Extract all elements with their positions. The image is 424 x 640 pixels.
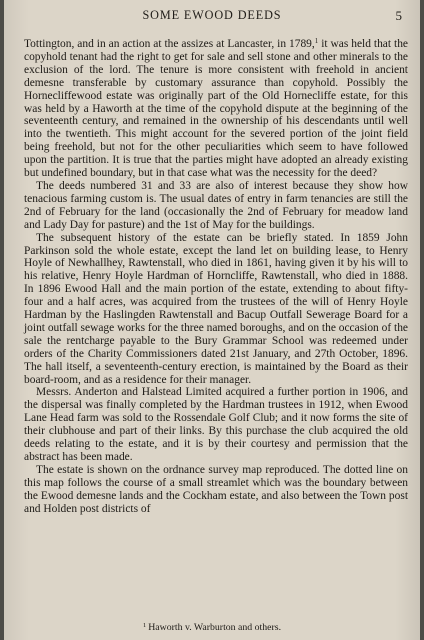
paragraph: The deeds numbered 31 and 33 are also of interest because they show how tenacious farming custom is. The usual dates of entry in farm tenancies are still the 2nd of February for the land (occasionally the 2nd of February for meadow land and Lady Day for pasture) and the 1st of May for the buildings. xyxy=(24,179,408,231)
paragraph xyxy=(24,38,408,180)
paragraph: Messrs. Anderton and Halstead Limited acquired a further portion in 1906, and the dispersal was finally completed by the Hardman trustees in 1912, when Ewood Lane Head farm was sold to the Rossendale Golf Club; and it now forms the site of their clubhouse and part of their links. By this purchase the club acquired the old deeds relating to the estate, and it is by their courtesy and permission that the abstract has been made. xyxy=(24,386,408,463)
body-text xyxy=(24,38,408,516)
footnote-number: 1 xyxy=(142,622,147,629)
paragraph-text: it was held that the copyhold tenant had the right to get for sale and sell stone and other minerals to the exclusion of the lord. The tenure is more consistent with freehold in ancient demesne transferable by customary assurance than copyhold. Possibly the Hornecliffewood estate was originally part of the Old Hornecliffe estate, for this was held by a Haworth at the time of the copyhold dispute at the beginning of the seventeenth century, and remained in the ownership of his descendants until well into the twentieth. This might account for the severed portion of the joint field being freehold, but not for the other peculiarities which seem to have followed upon the partition. It is true that the parties might have adopted an already existing but undefined boundary, but in that case what was the necessity for the deed? xyxy=(24,38,408,180)
footnote xyxy=(4,622,420,633)
paragraph: The subsequent history of the estate can be briefly stated. In 1859 John Parkinson sold the whole estate, except the land let on building lease, to Henry Hoyle of Newhallhey, Rawtenstall, who died in 1861, having given it by his will to his relative, Henry Hoyle Hardman of Horncliffe, Rawtenstall, who died in 1888. In 1896 Ewood Hall and the main portion of the estate, extending to about fifty-four and a half acres, was acquired from the trustees of the will of Henry Hoyle Hardman by the Haslingden Rawtenstall and Bacup Outfall Sewerage Board for a joint outfall sewage works for the three named boroughs, and on the occasion of the sale the rentcharge payable to the Bury Grammar School was redeemed under orders of the Charity Commissioners dated 21st January, and 27th October, 1896. The hall itself, a seventeenth-century erection, is maintained by the Board as their board-room, and as a residence for their manager. xyxy=(24,231,408,386)
page-number: 5 xyxy=(395,8,402,23)
footnote-text: Haworth v. Warburton and others. xyxy=(148,622,282,633)
paragraph-text: Tottington, and in an action at the assizes at Lancaster, in 1789, xyxy=(24,38,315,50)
paragraph: The estate is shown on the ordnance survey map reproduced. The dotted line on this map follows the course of a small streamlet which was the boundary between the Ewood demesne lands and the Cockham estate, and also between the Town post and Holden post districts of xyxy=(24,463,408,515)
page-header xyxy=(4,8,420,26)
footnote-marker: 1 xyxy=(314,37,319,45)
book-page xyxy=(4,0,420,640)
running-head: SOME EWOOD DEEDS xyxy=(142,8,282,22)
